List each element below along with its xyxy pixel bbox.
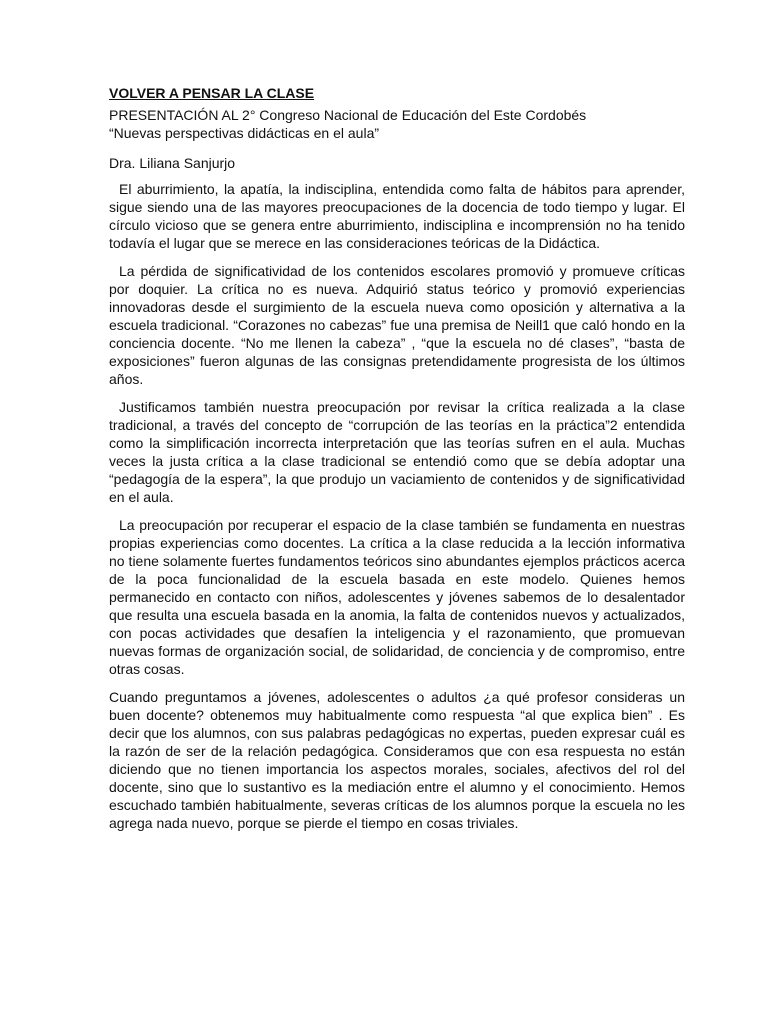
paragraph: La preocupación por recuperar el espacio de la clase también se fundamenta en nuestras propias experiencias como docentes. La crítica a la clase reducida a la lección informativa no tiene solamente fuertes fundamentos teóricos sino abundantes ejemplos prácticos acerca de la poca funcionalidad de la escuela basada en este modelo. Quienes hemos permanecido en contacto con niños, adolescentes y jóvenes sabemos de lo desalentador que resulta una escuela basada en la anomia, la falta de contenidos nuevos y actualizados, con pocas actividades que desafíen la inteligencia y el razonamiento, que promuevan nuevas formas de organización social, de solidaridad, de conciencia y de compromiso, entre otras cosas. — [109, 517, 685, 677]
document-author: Dra. Liliana Sanjurjo — [109, 155, 236, 171]
paragraph: La pérdida de significatividad de los contenidos escolares promovió y promueve críticas por doquier. La crítica no es nueva. Adquirió status teórico y promovió experiencias innovadoras desde el surgimiento de la escuela nueva como oposición y alternativa a la escuela tradicional. “Corazones no cabezas” fue una premisa de Neill1 que caló hondo en la conciencia docente. “No me llenen la cabeza” , “que la escuela no dé clases”, “basta de exposiciones” fueron algunas de las consignas pretendidamente progresista de los últimos años. — [109, 263, 685, 387]
paragraph: Cuando preguntamos a jóvenes, adolescentes o adultos ¿a qué profesor consideras un buen docente? obtenemos muy habitualmente como respuesta “al que explica bien” . Es decir que los alumnos, con sus palabras pedagógicas no expertas, pueden expresar cuál es la razón de ser de la relación pedagógica. Consideramos que con esa respuesta no están diciendo que no tienen importancia los aspectos morales, sociales, afectivos del rol del docente, sino que lo sustantivo es la mediación entre el alumno y el conocimiento. Hemos escuchado también habitualmente, severas críticas de los alumnos porque la escuela no les agrega nada nuevo, porque se pierde el tiempo en cosas triviales. — [109, 689, 685, 831]
paragraph: Justificamos también nuestra preocupación por revisar la crítica realizada a la clase tradicional, a través del concepto de “corrupción de las teorías en la práctica”2 entendida como la simplificación incorrecta interpretación que las teorías sufren en el aula. Muchas veces la justa crítica a la clase tradicional se entendió como que se debía adoptar una “pedagogía de la espera”, la que produjo un vaciamiento de contenidos y de significatividad en el aula. — [109, 399, 685, 505]
subtitle-line-2: “Nuevas perspectivas didácticas en el aula” — [109, 125, 380, 141]
document-title: VOLVER A PENSAR LA CLASE — [109, 85, 315, 101]
subtitle-line-1: PRESENTACIÓN AL 2° Congreso Nacional de Educación del Este Cordobés — [109, 107, 587, 123]
document-subtitle — [109, 106, 685, 142]
paragraph: El aburrimiento, la apatía, la indisciplina, entendida como falta de hábitos para aprender, sigue siendo una de las mayores preocupaciones de la docencia de todo tiempo y lugar. El círculo vicioso que se genera entre aburrimiento, indisciplina e incomprensión no ha tenido todavía el lugar que se merece en las consideraciones teóricas de la Didáctica. — [109, 181, 685, 251]
document-body — [109, 180, 685, 832]
document-page — [109, 84, 685, 842]
